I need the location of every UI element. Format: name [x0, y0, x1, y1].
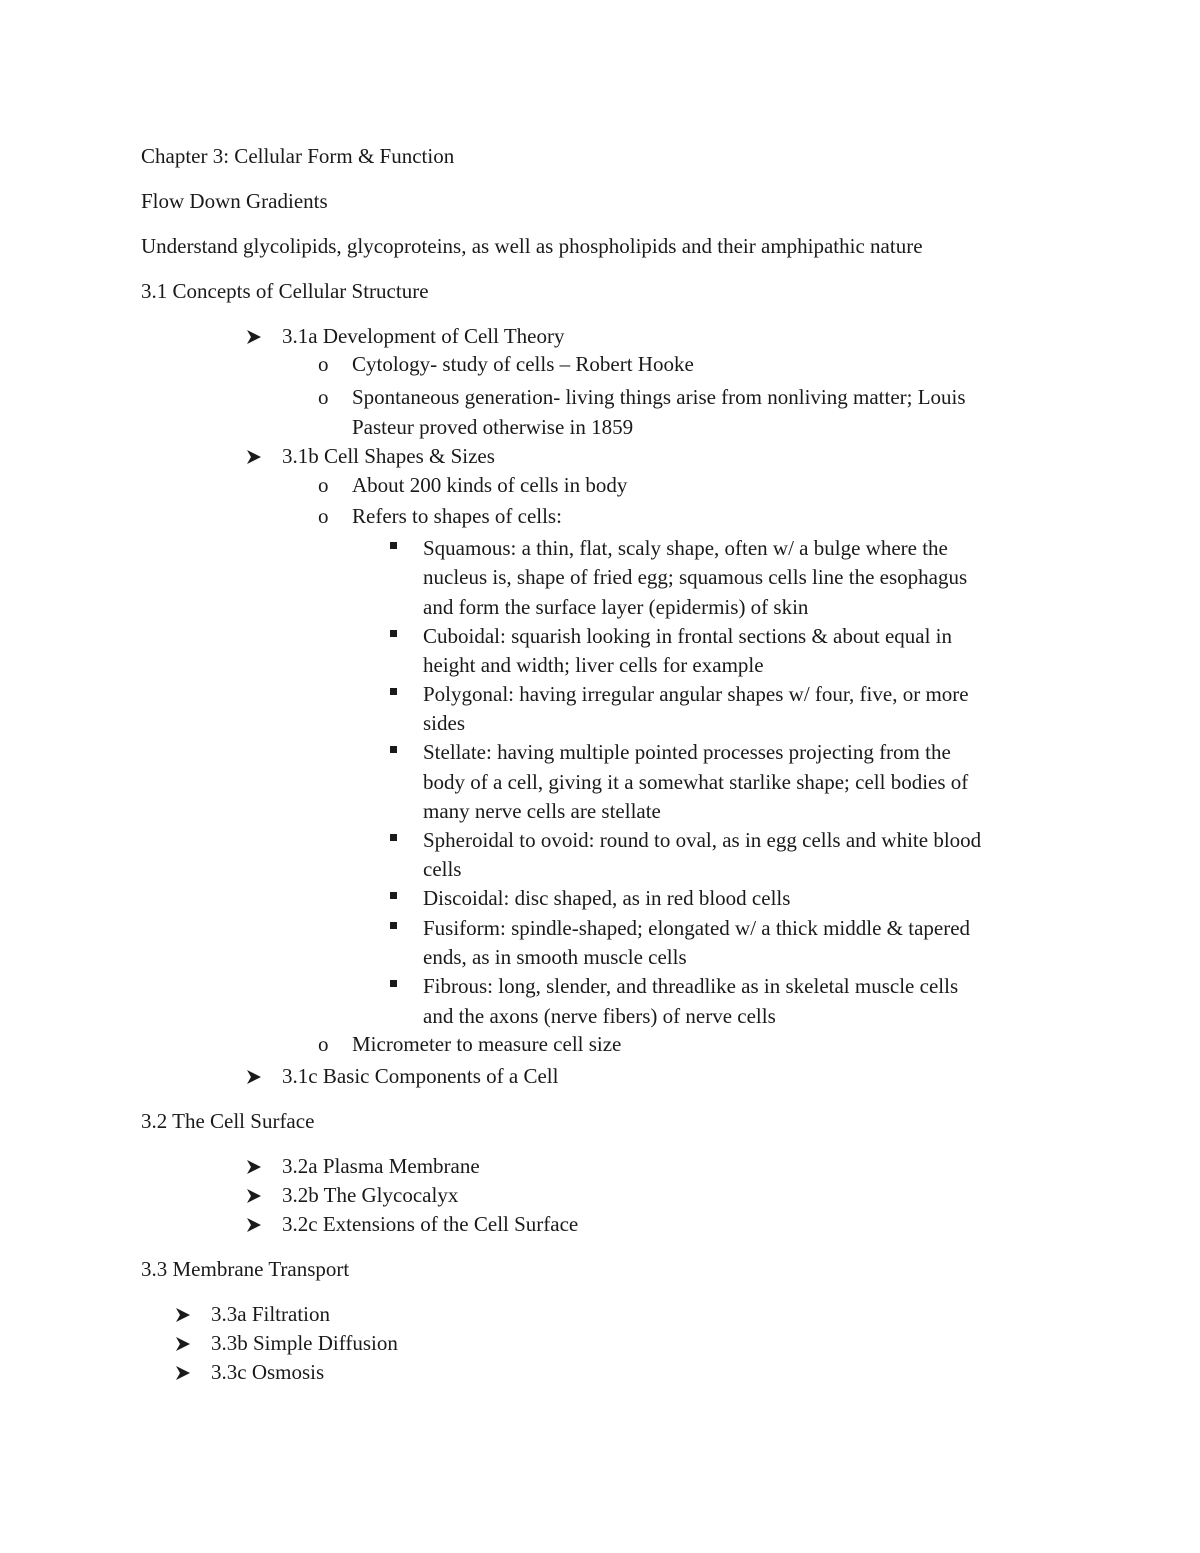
circle-bullet: o — [318, 1032, 329, 1056]
arrowhead-bullet-icon — [175, 1365, 191, 1381]
square-bullet-icon — [390, 630, 397, 637]
arrowhead-bullet-icon — [246, 1217, 262, 1233]
shape-squamous-line-3: and form the surface layer (epidermis) of skin — [423, 595, 809, 619]
square-bullet-icon — [390, 980, 397, 987]
shape-polygonal-line-2: sides — [423, 711, 465, 735]
outline-item-3-3a: 3.3a Filtration — [211, 1302, 330, 1326]
outline-item-3-1b: 3.1b Cell Shapes & Sizes — [282, 444, 495, 468]
shape-squamous-line-1: Squamous: a thin, flat, scaly shape, often w/ a bulge where the — [423, 536, 948, 560]
shape-squamous-line-2: nucleus is, shape of fried egg; squamous cells line the esophagus — [423, 565, 968, 589]
square-bullet-icon — [390, 746, 397, 753]
outline-item-3-1a: 3.1a Development of Cell Theory — [282, 324, 565, 348]
outline-item-3-3c: 3.3c Osmosis — [211, 1360, 325, 1384]
intro-line-1: Flow Down Gradients — [141, 189, 328, 213]
outline-item-3-2b: 3.2b The Glycocalyx — [282, 1183, 459, 1207]
section-heading-3-1: 3.1 Concepts of Cellular Structure — [141, 279, 429, 303]
arrowhead-bullet-icon — [175, 1336, 191, 1352]
square-bullet-icon — [390, 542, 397, 549]
subitem-cytology: Cytology- study of cells – Robert Hooke — [352, 352, 694, 376]
shape-fusiform-line-2: ends, as in smooth muscle cells — [423, 945, 687, 969]
intro-line-2: Understand glycolipids, glycoproteins, as well as phospholipids and their amphipathic nature — [141, 234, 923, 258]
outline-item-3-3b: 3.3b Simple Diffusion — [211, 1331, 398, 1355]
shape-stellate-line-2: body of a cell, giving it a somewhat starlike shape; cell bodies of — [423, 770, 969, 794]
shape-spheroidal-line-1: Spheroidal to ovoid: round to oval, as in egg cells and white blood — [423, 828, 982, 852]
square-bullet-icon — [390, 892, 397, 899]
outline-item-3-2c: 3.2c Extensions of the Cell Surface — [282, 1212, 579, 1236]
shape-fusiform-line-1: Fusiform: spindle-shaped; elongated w/ a thick middle & tapered — [423, 916, 971, 940]
shape-cuboidal-line-1: Cuboidal: squarish looking in frontal sections & about equal in — [423, 624, 953, 648]
shape-stellate-line-1: Stellate: having multiple pointed processes projecting from the — [423, 740, 951, 764]
shape-fibrous-line-2: and the axons (nerve fibers) of nerve cells — [423, 1004, 776, 1028]
section-heading-3-2: 3.2 The Cell Surface — [141, 1109, 315, 1133]
arrowhead-bullet-icon — [246, 1188, 262, 1204]
shape-polygonal-line-1: Polygonal: having irregular angular shapes w/ four, five, or more — [423, 682, 969, 706]
subitem-spontaneous-generation-line-2: Pasteur proved otherwise in 1859 — [352, 415, 634, 439]
outline-item-3-2a: 3.2a Plasma Membrane — [282, 1154, 480, 1178]
arrowhead-bullet-icon — [246, 1159, 262, 1175]
arrowhead-bullet-icon — [246, 329, 262, 345]
circle-bullet: o — [318, 352, 329, 376]
square-bullet-icon — [390, 922, 397, 929]
arrowhead-bullet-icon — [246, 449, 262, 465]
circle-bullet: o — [318, 504, 329, 528]
square-bullet-icon — [390, 688, 397, 695]
subitem-about-200-kinds: About 200 kinds of cells in body — [352, 473, 628, 497]
shape-cuboidal-line-2: height and width; liver cells for example — [423, 653, 764, 677]
square-bullet-icon — [390, 834, 397, 841]
circle-bullet: o — [318, 473, 329, 497]
shape-spheroidal-line-2: cells — [423, 857, 462, 881]
circle-bullet: o — [318, 385, 329, 409]
shape-stellate-line-3: many nerve cells are stellate — [423, 799, 661, 823]
section-heading-3-3: 3.3 Membrane Transport — [141, 1257, 350, 1281]
shape-fibrous-line-1: Fibrous: long, slender, and threadlike as in skeletal muscle cells — [423, 974, 959, 998]
arrowhead-bullet-icon — [175, 1307, 191, 1323]
outline-item-3-1c: 3.1c Basic Components of a Cell — [282, 1064, 559, 1088]
subitem-spontaneous-generation-line-1: Spontaneous generation- living things arise from nonliving matter; Louis — [352, 385, 966, 409]
subitem-refers-to-shapes: Refers to shapes of cells: — [352, 504, 562, 528]
arrowhead-bullet-icon — [246, 1069, 262, 1085]
document-title: Chapter 3: Cellular Form & Function — [141, 144, 455, 168]
subitem-micrometer: Micrometer to measure cell size — [352, 1032, 622, 1056]
shape-discoidal: Discoidal: disc shaped, as in red blood cells — [423, 886, 791, 910]
